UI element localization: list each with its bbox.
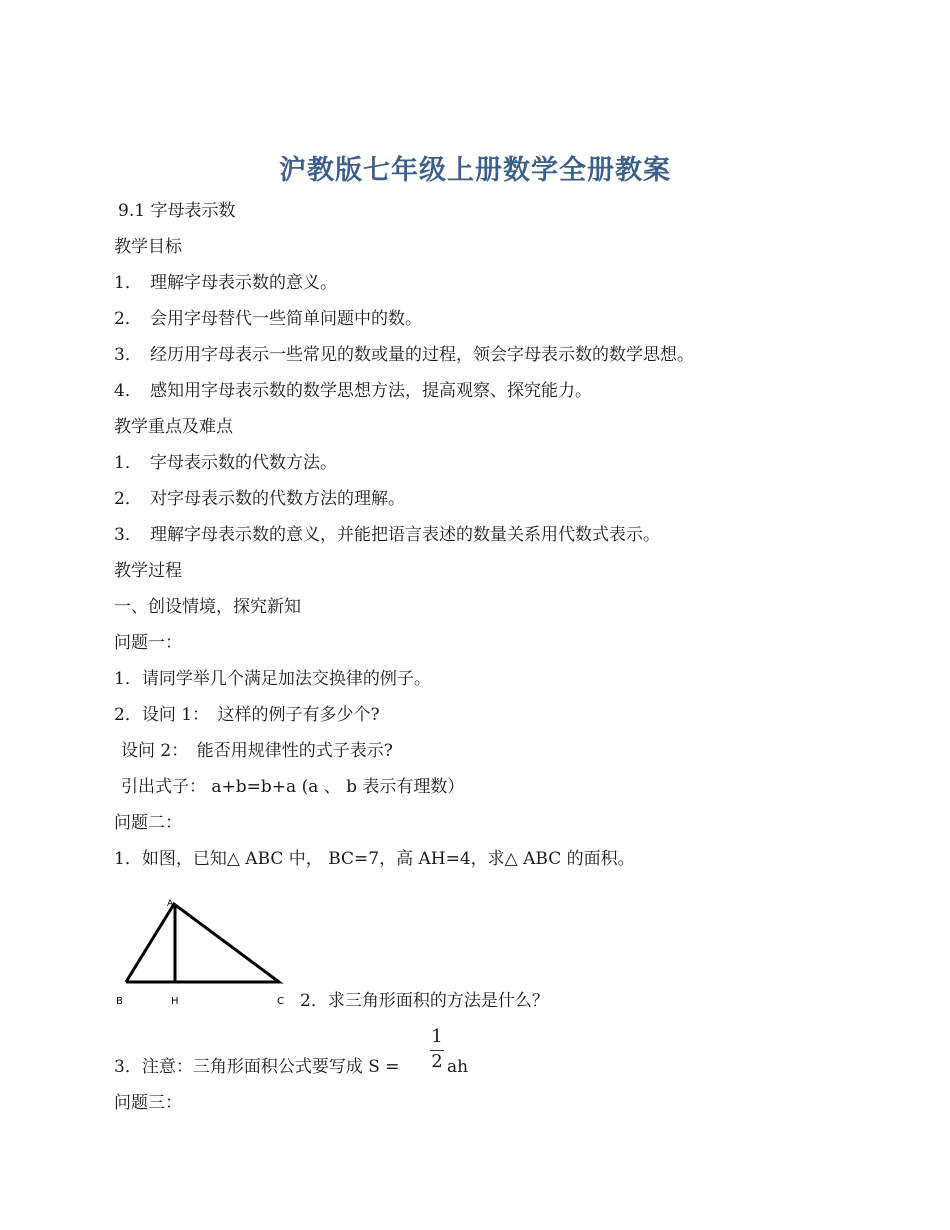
goal-text: 理解字母表示数的意义。	[150, 273, 337, 293]
triangle-outline	[126, 904, 279, 982]
triangle-figure	[112, 896, 302, 1008]
key-text: 字母表示数的代数方法。	[150, 453, 337, 473]
keys-heading: 教学重点及难点	[114, 417, 233, 437]
key-text: 对字母表示数的代数方法的理解。	[150, 489, 405, 509]
q1-ask-2: 设问 2： 能否用规律性的式子表示?	[121, 741, 393, 761]
goal-number: 4．	[114, 381, 142, 401]
key-number: 3．	[114, 525, 142, 545]
goal-number: 2．	[114, 309, 142, 329]
goal-text: 感知用字母表示数的数学思想方法，提高观察、探究能力。	[150, 381, 592, 401]
process-heading: 教学过程	[114, 561, 182, 581]
vertex-label-h: H	[171, 996, 179, 1007]
q2-heading: 问题二：	[114, 813, 182, 833]
key-item	[114, 452, 337, 474]
q2-item-3-prefix: 3．注意：三角形面积公式要写成 S =	[114, 1057, 400, 1077]
vertex-label-a: A	[167, 899, 174, 909]
q1-formula: 引出式子： a+b=b+a (a 、 b 表示有理数）	[121, 777, 465, 797]
goal-text: 会用字母替代一些简单问题中的数。	[150, 309, 422, 329]
q1-item-1: 1．请同学举几个满足加法交换律的例子。	[114, 669, 431, 689]
key-item	[114, 524, 660, 546]
key-text: 理解字母表示数的意义，并能把语言表述的数量关系用代数式表示。	[150, 525, 660, 545]
q1-item-2: 2．设问 1： 这样的例子有多少个?	[114, 705, 380, 725]
fraction-denominator: 2	[431, 1051, 443, 1072]
section-heading: 9.1 字母表示数	[118, 201, 236, 221]
goal-item	[114, 344, 694, 366]
q2-item-2: 2．求三角形面积的方法是什么？	[300, 991, 549, 1011]
key-number: 1．	[114, 453, 142, 473]
goals-heading: 教学目标	[114, 237, 182, 257]
vertex-label-b: B	[116, 996, 123, 1007]
goal-item	[114, 272, 337, 294]
q3-heading: 问题三：	[114, 1093, 182, 1113]
part1-heading: 一、创设情境，探究新知	[114, 597, 301, 617]
fraction-numerator: 1	[431, 1026, 443, 1047]
fraction-half	[427, 1026, 447, 1076]
q2-item-3-suffix: ah	[447, 1057, 469, 1077]
goal-text: 经历用字母表示一些常见的数或量的过程，领会字母表示数的数学思想。	[150, 345, 694, 365]
goal-number: 1．	[114, 273, 142, 293]
q1-heading: 问题一：	[114, 633, 182, 653]
goal-number: 3．	[114, 345, 142, 365]
key-number: 2．	[114, 489, 142, 509]
goal-item	[114, 380, 592, 402]
q2-item-1: 1．如图，已知△ ABC 中， BC=7，高 AH=4，求△ ABC 的面积。	[114, 849, 635, 869]
vertex-label-c: C	[277, 996, 284, 1007]
page-title: 沪教版七年级上册数学全册教案	[279, 155, 671, 186]
key-item	[114, 488, 405, 510]
goal-item	[114, 308, 422, 330]
